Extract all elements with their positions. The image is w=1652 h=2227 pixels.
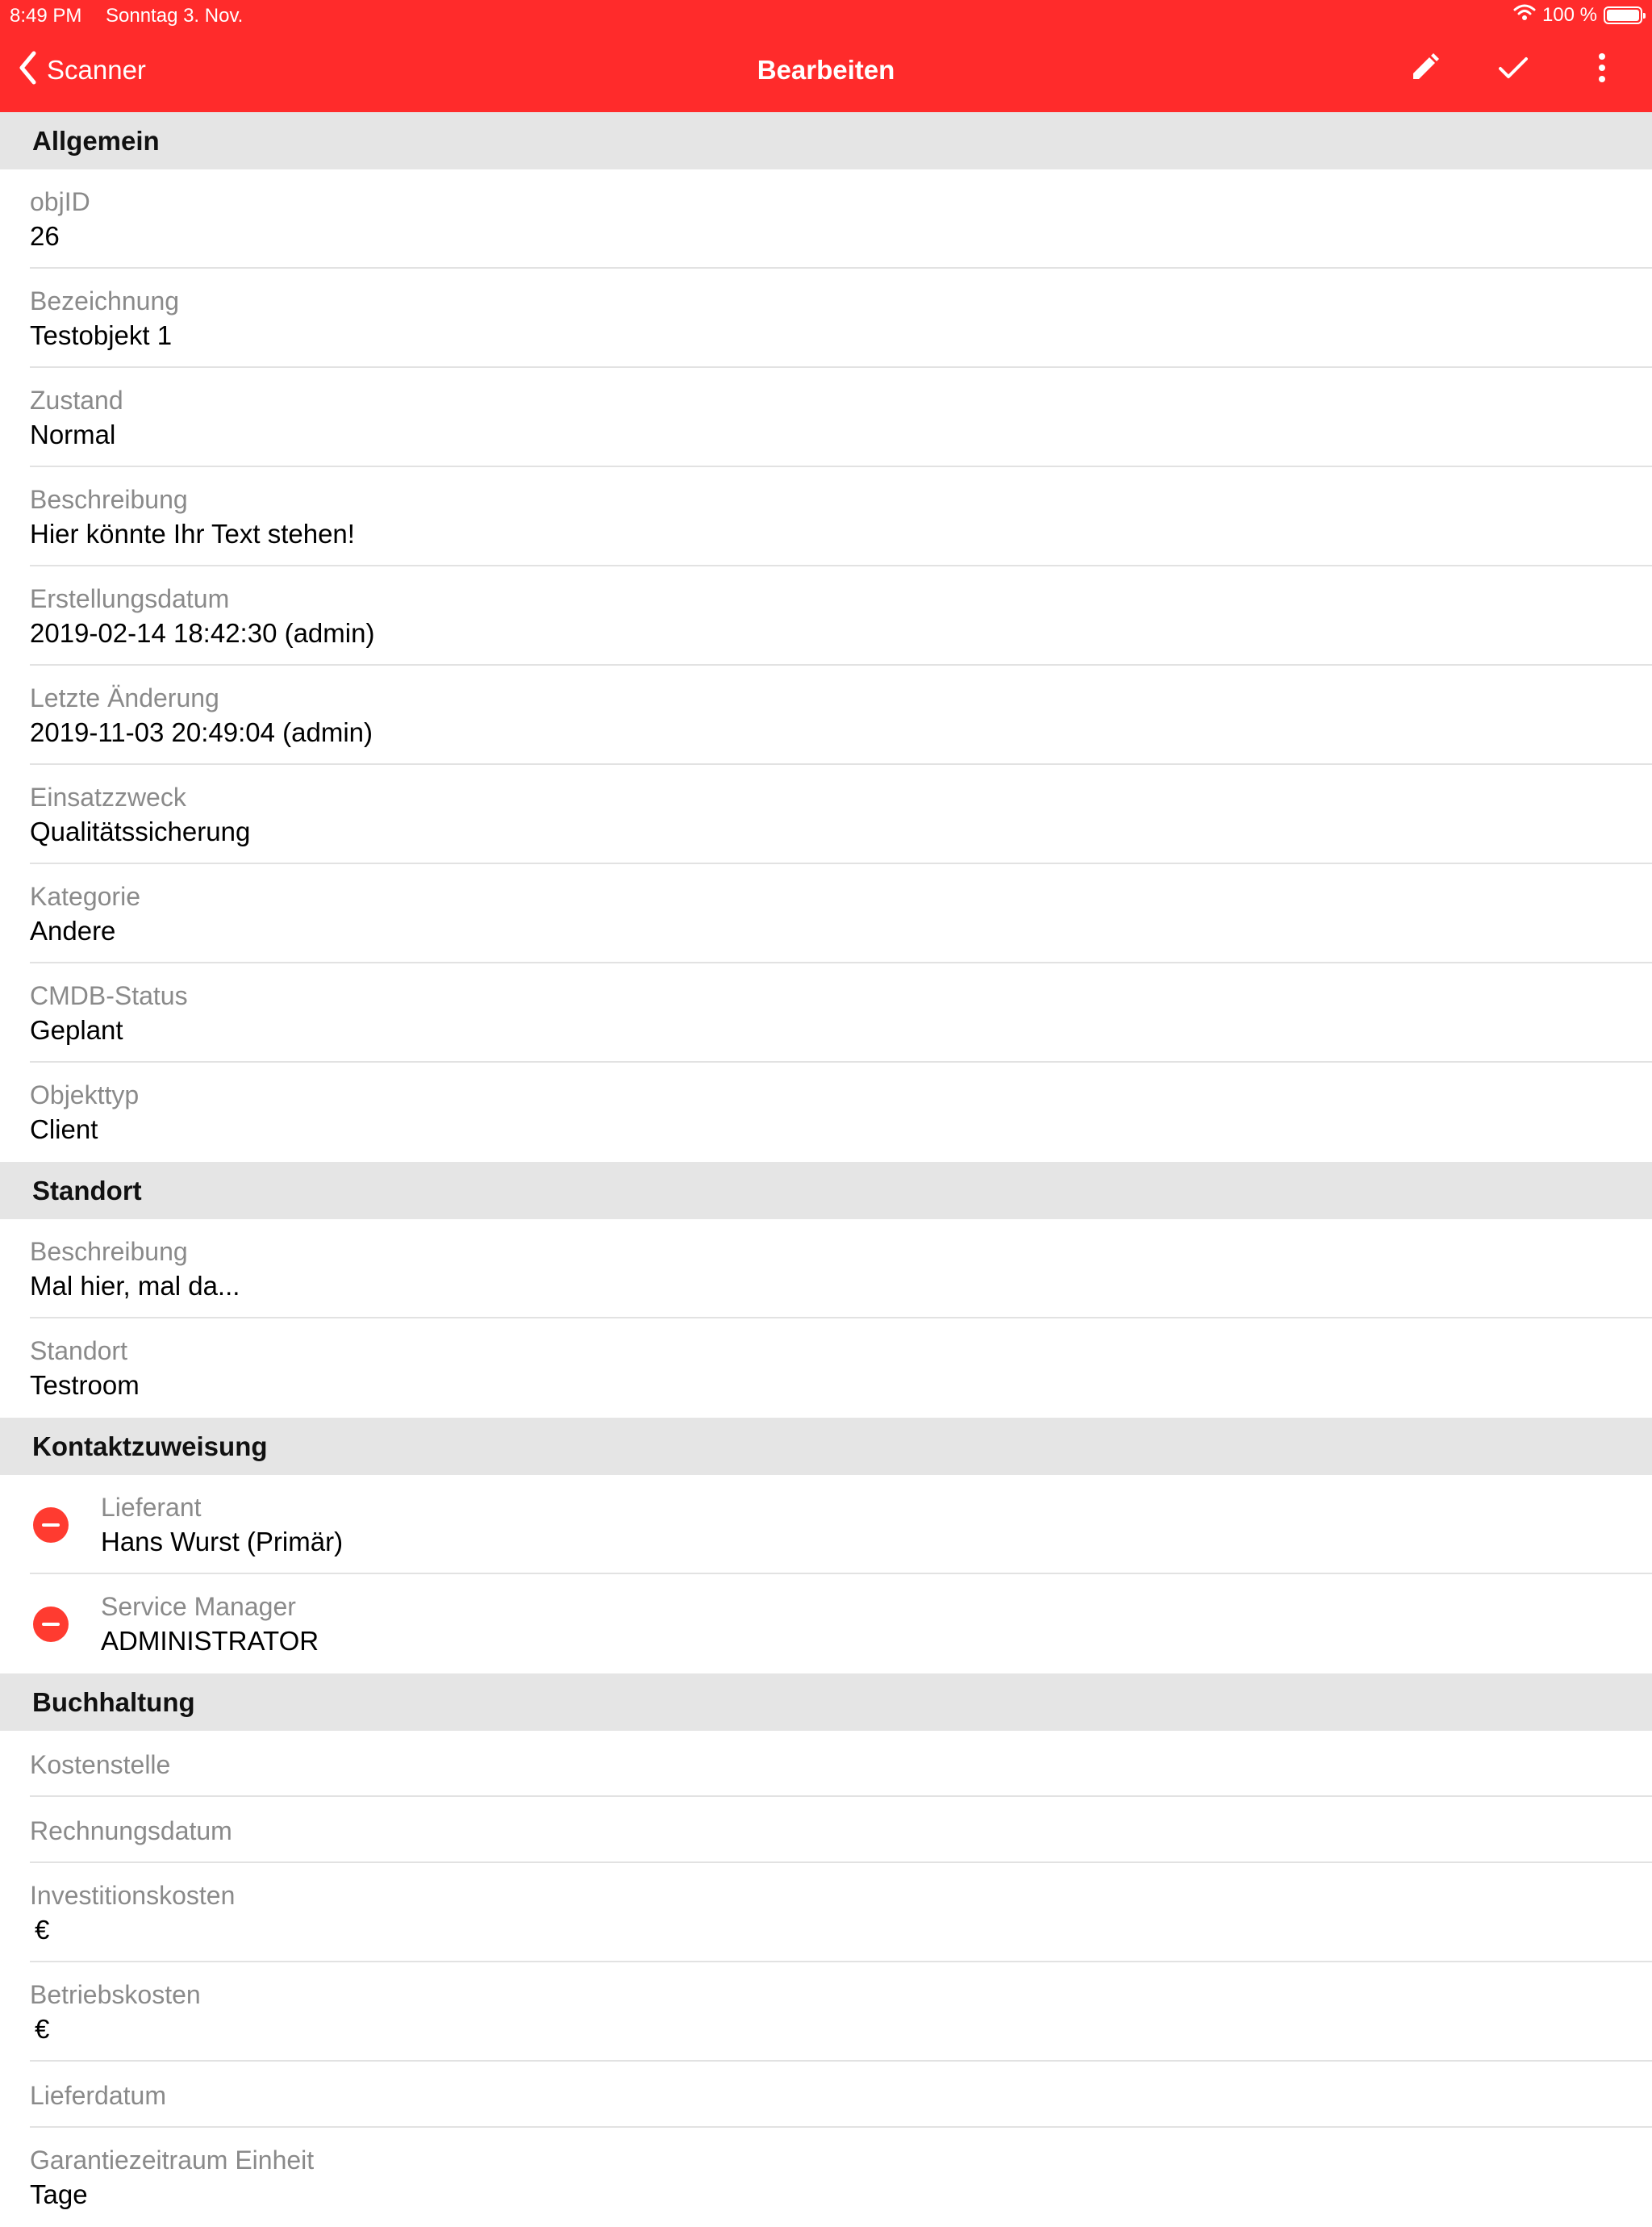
field-bezeichnung[interactable] [30,269,1652,368]
battery-icon [1604,6,1642,24]
status-date: Sonntag 3. Nov. [106,5,244,27]
field-value: 26 [30,221,60,251]
field-value: 2019-02-14 18:42:30 (admin) [30,618,375,648]
remove-minus-icon[interactable] [33,1507,69,1543]
field-label: Letzte Änderung [30,683,219,712]
field-value: Client [30,1114,98,1144]
contact-name: Hans Wurst (Primär) [101,1527,344,1556]
field-standort[interactable] [30,1318,1652,1418]
field-kostenstelle[interactable] [30,1731,1652,1797]
field-label: Erstellungsdatum [30,584,230,613]
field-value: Tage [30,2179,88,2209]
pencil-icon[interactable] [1407,50,1442,86]
field-value: 2019-11-03 20:49:04 (admin) [30,717,373,747]
section-header-standort: Standort [0,1162,1652,1219]
field-value: Andere [30,916,116,946]
top-bar [0,0,1652,112]
more-vertical-icon[interactable] [1584,50,1620,86]
section-header-allgemein: Allgemein [0,112,1652,169]
section-header-buchhaltung: Buchhaltung [0,1673,1652,1731]
field-investitionskosten[interactable] [30,1863,1652,1962]
field-cmdb-status[interactable] [30,963,1652,1063]
field-beschreibung[interactable] [30,467,1652,566]
field-label: Standort [30,1336,127,1365]
chevron-left-icon [18,50,39,90]
contact-name: ADMINISTRATOR [101,1626,319,1656]
nav-actions [1407,50,1620,86]
field-letzte-aenderung[interactable] [30,666,1652,765]
form-content [0,112,1652,2227]
field-objekttyp[interactable] [30,1063,1652,1162]
field-label: Kategorie [30,882,140,911]
field-label: Objekttyp [30,1080,140,1109]
field-garantiezeitraum-einheit[interactable] [30,2128,1652,2227]
status-bar [0,0,1652,32]
field-label: Garantiezeitraum Einheit [30,2146,315,2175]
field-lieferdatum[interactable] [30,2062,1652,2128]
field-value: € [35,2014,50,2044]
remove-minus-icon[interactable] [33,1607,69,1642]
field-zustand[interactable] [30,368,1652,467]
navigation-bar [0,32,1652,112]
field-standort-beschreibung[interactable] [30,1219,1652,1318]
field-label: Zustand [30,386,123,415]
field-value: Testobjekt 1 [30,320,173,350]
field-rechnungsdatum[interactable] [30,1797,1652,1863]
field-value: Mal hier, mal da... [30,1271,240,1301]
field-label: CMDB-Status [30,981,188,1010]
field-value: Qualitätssicherung [30,817,251,846]
field-label: Kostenstelle [30,1750,171,1779]
field-value: € [35,1915,50,1945]
field-objid[interactable] [30,169,1652,269]
field-label: Bezeichnung [30,286,180,315]
field-label: objID [30,187,90,216]
wifi-icon [1513,3,1536,27]
contact-role: Lieferant [101,1493,202,1522]
field-label: Beschreibung [30,1237,188,1266]
field-value: Geplant [30,1015,123,1045]
field-value: Testroom [30,1370,140,1400]
field-kategorie[interactable] [30,864,1652,963]
field-value: Normal [30,420,116,449]
page-title: Bearbeiten [757,55,895,85]
back-button[interactable] [18,50,146,90]
field-label: Beschreibung [30,485,188,514]
checkmark-icon[interactable] [1496,50,1531,86]
field-label: Betriebskosten [30,1980,201,2009]
contact-row-service-manager[interactable] [30,1574,1652,1673]
field-value: Hier könnte Ihr Text stehen! [30,519,355,549]
field-einsatzzweck[interactable] [30,765,1652,864]
contact-row-lieferant[interactable] [30,1475,1652,1574]
field-label: Einsatzzweck [30,783,186,812]
field-betriebskosten[interactable] [30,1962,1652,2062]
back-button-label: Scanner [47,54,146,85]
field-label: Investitionskosten [30,1881,236,1910]
field-label: Rechnungsdatum [30,1816,232,1845]
field-label: Lieferdatum [30,2081,166,2110]
section-header-kontaktzuweisung: Kontaktzuweisung [0,1418,1652,1475]
field-erstellungsdatum[interactable] [30,566,1652,666]
contact-role: Service Manager [101,1592,296,1621]
status-right [1513,3,1642,27]
status-time: 8:49 PM [10,5,82,27]
battery-percent: 100 % [1541,3,1597,26]
